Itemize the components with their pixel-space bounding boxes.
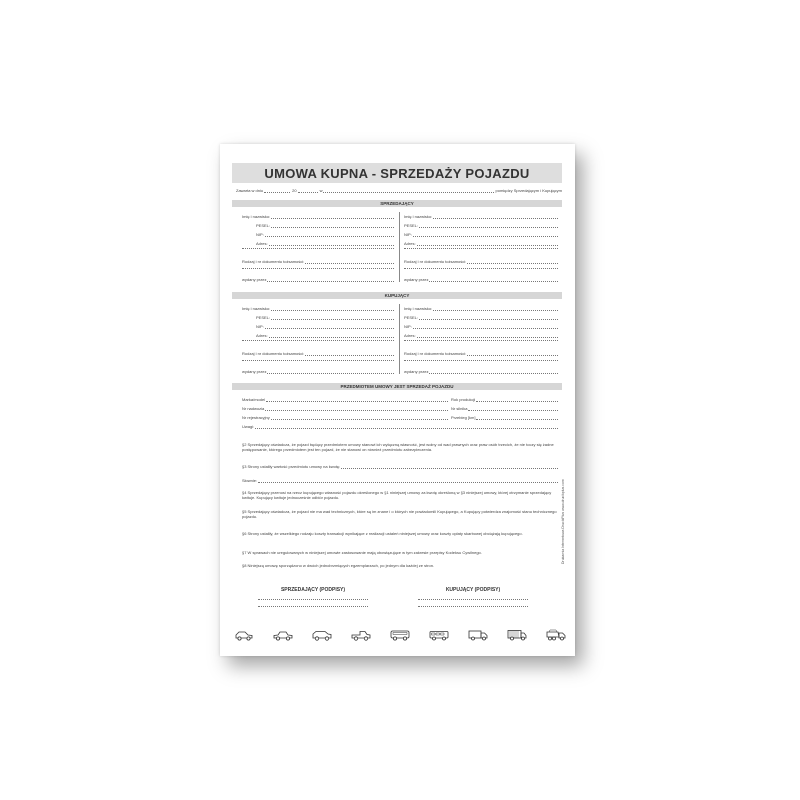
intro-suffix: pomiędzy Sprzedającym i Kupującym (495, 188, 562, 193)
buyer2-pesel-row: PESEL: (404, 315, 558, 320)
year-row: Rok produkcji (451, 397, 558, 402)
seller2-id-line2[interactable] (404, 268, 558, 269)
seller1-pesel-row: PESEL: (256, 223, 394, 228)
intro-line (236, 188, 562, 193)
seller-signature-line-2[interactable] (258, 606, 368, 607)
seller-section-header (232, 200, 562, 207)
seller1-address-line2[interactable] (242, 248, 394, 249)
seller1-address-row: Adres: (256, 241, 394, 246)
seller-signature-block (258, 587, 368, 607)
buyer-section-header (232, 292, 562, 299)
seller1-nip-row: NIP: (256, 232, 394, 237)
seller2-issued-row: wydany przez (404, 277, 558, 282)
clause-3-row: §3 Strony ustaliły wartość przedmiotu umowy na kwotę: (242, 464, 558, 469)
reg-row: Nr rejestracyjny (242, 415, 448, 420)
buyer-signature-line-1[interactable] (418, 599, 528, 600)
buyer1-id-line2[interactable] (242, 360, 394, 361)
seller1-id-row: Rodzaj i nr dokumentu tożsamości: (242, 259, 394, 264)
buyer2-id-line2[interactable] (404, 360, 558, 361)
engine-row: Nr silnika (451, 406, 558, 411)
bus-icon (429, 629, 449, 641)
buyer2-address-line2[interactable] (404, 340, 558, 341)
body-row: Nr nadwozia (242, 406, 448, 411)
document-title: UMOWA KUPNA - SPRZEDAŻY POJAZDU (264, 165, 530, 181)
dump-truck-icon (546, 629, 566, 641)
title-bar (232, 163, 562, 183)
sedan-icon (273, 629, 293, 641)
buyer1-issued-row: wydany przez (242, 369, 394, 374)
buyer1-id-row: Rodzaj i nr dokumentu tożsamości: (242, 351, 394, 356)
buyer1-address-line2[interactable] (242, 340, 394, 341)
buyer-section-title: KUPUJĄCY (384, 293, 410, 298)
seller2-address-line2[interactable] (404, 248, 558, 249)
place-blank[interactable] (323, 189, 493, 193)
vehicle-icons-row (234, 629, 566, 641)
clause-7: §7 W sprawach nie uregulowanych w niniejszej umowie zastosowanie mają obowiązujące w tym zakresie przepisy Kodeksu Cywilnego. (242, 550, 482, 555)
seller1-name-row: Imię i nazwisko: (242, 214, 394, 219)
buyer-signature-line-2[interactable] (418, 606, 528, 607)
seller-section-title: SPRZEDAJĄCY (380, 201, 414, 206)
buyer1-name-row: Imię i nazwisko: (242, 306, 394, 311)
clause-6: §6 Strony ustaliły, że wszelkiego rodzaju koszty transakcji wynikające z realizacji ustaleń niniejszej umowy oraz koszty opłaty skarbowej obciążają kupującego. (242, 531, 523, 536)
seller-signature-label: SPRZEDAJĄCY (PODPISY) (280, 587, 346, 593)
notes-row: Uwagi: (242, 424, 558, 429)
hatchback-icon (234, 629, 254, 641)
subject-section-title: PRZEDMIOTEM UMOWY JEST SPRZEDAŻ POJAZDU (340, 384, 454, 389)
seller2-name-row: Imię i nazwisko: (404, 214, 558, 219)
suv-icon (312, 629, 332, 641)
seller2-pesel-row: PESEL: (404, 223, 558, 228)
buyer-divider (399, 304, 400, 374)
seller1-id-line2[interactable] (242, 268, 394, 269)
clause-2: §2 Sprzedający oświadcza, że pojazd będący przedmiotem umowy stanowi ich wyłączną własność, jest wolny od wad prawnych oraz praw osób trzecich, że nie toczy się żadne postępowanie, którego przedmiotem jest ten pojazd, że nie stanowi on również przedmiotu zabezpieczenia. (242, 442, 554, 453)
year-blank[interactable] (298, 189, 318, 193)
pickup-icon (351, 629, 371, 641)
seller2-address-row: Adres: (404, 241, 558, 246)
buyer2-name-row: Imię i nazwisko: (404, 306, 558, 311)
clause-5: §5 Sprzedający oświadcza, że pojazd nie ma wad technicznych, które są im znane i o których nie powiadomili Kupującego, a Kupujący potwierdza znajomość stanu technicznego pojazdu. (242, 509, 557, 520)
buyer-signature-label: KUPUJĄCY (PODPISY) (445, 587, 501, 593)
buyer1-pesel-row: PESEL: (256, 315, 394, 320)
make-row: Marka/model (242, 397, 448, 402)
price-words-row: Słownie: (242, 478, 558, 483)
seller1-issued-row: wydany przez (242, 277, 394, 282)
printer-imprint: Drukarnia Internetowa DrucikPlus www.drucikplus.com (561, 479, 565, 564)
buyer2-nip-row: NIP: (404, 324, 558, 329)
clause-4: §4 Sprzedający przenosi na rzecz kupującego własność pojazdu określonego w §1 niniejszej umowy za kwotę określoną w §3 niniejszej umowy, której otrzymanie sprzedający kwituje. Kupujący kwituje jednocześnie odbiór pojazdu. (242, 490, 552, 501)
clause-8: §8 Niniejszą umowę sporządzono w dwóch jednobrzmiących egzemplarzach, po jednym dla każdej ze stron. (242, 563, 435, 568)
buyer2-address-row: Adres: (404, 333, 558, 338)
subject-section-header (232, 383, 562, 390)
seller2-id-row: Rodzaj i nr dokumentu tożsamości: (404, 259, 558, 264)
truck-icon (468, 629, 488, 641)
lorry-icon (507, 629, 527, 641)
buyer1-nip-row: NIP: (256, 324, 394, 329)
buyer2-id-row: Rodzaj i nr dokumentu tożsamości: (404, 351, 558, 356)
seller-divider (399, 212, 400, 282)
buyer2-issued-row: wydany przez (404, 369, 558, 374)
buyer1-address-row: Adres: (256, 333, 394, 338)
date-blank[interactable] (264, 189, 290, 193)
mileage-row: Przebieg [km] (451, 415, 558, 420)
buyer-signature-block (418, 587, 528, 607)
intro-prefix: Zawarta w dniu (236, 188, 264, 193)
contract-sheet (220, 144, 575, 656)
intro-place: w (319, 188, 323, 193)
seller-signature-line-1[interactable] (258, 599, 368, 600)
seller2-nip-row: NIP: (404, 232, 558, 237)
intro-year: 20 (292, 188, 297, 193)
minibus-icon (390, 629, 410, 641)
